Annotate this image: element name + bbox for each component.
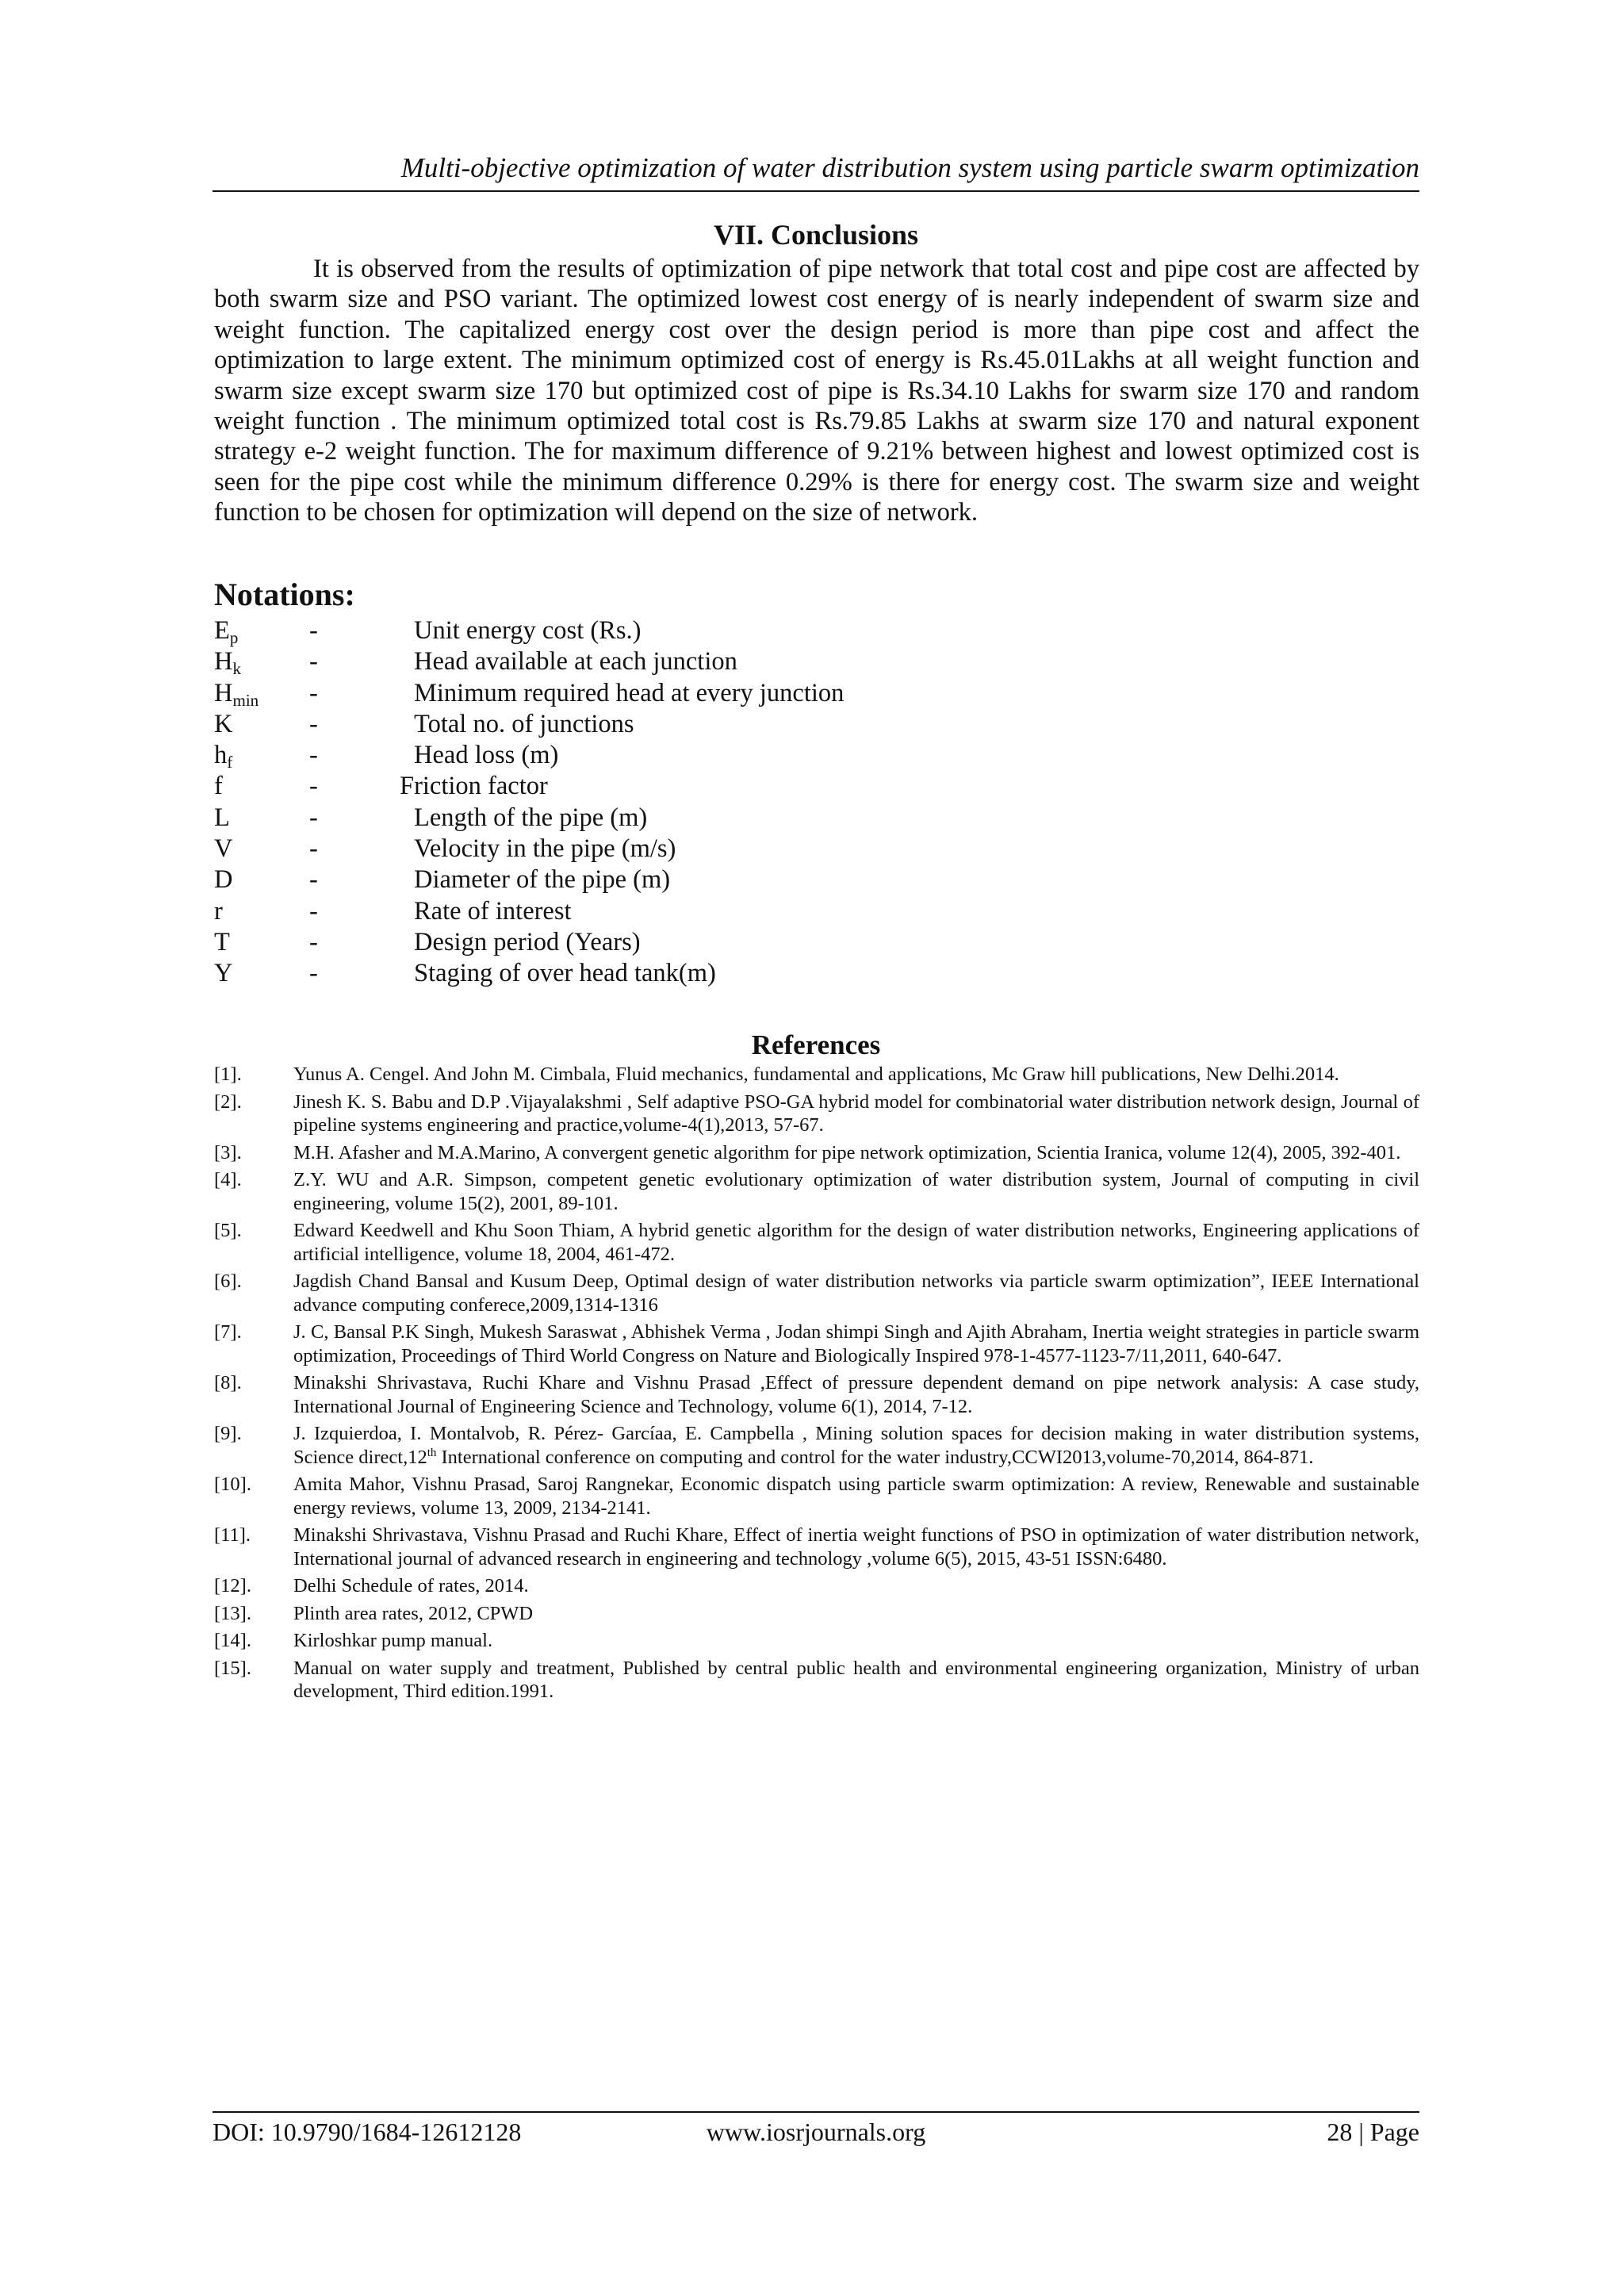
notation-symbol: K [214,709,233,738]
reference-number: [13]. [214,1602,251,1624]
reference-item [214,1473,1419,1520]
notation-description: Length of the pipe (m) [414,803,648,832]
notation-row [214,958,1245,989]
reference-text: Z.Y. WU and A.R. Simpson, competent genetic evolutionary optimization of water distribution system, Journal of computing in civil engineering, volume 15(2), 2001, 89-101. [293,1169,1419,1214]
notation-symbol: T [214,927,230,956]
notation-dash: - [309,709,318,738]
notation-description: Velocity in the pipe (m/s) [414,834,676,864]
reference-text: Plinth area rates, 2012, CPWD [293,1602,534,1624]
reference-text: J. C, Bansal P.K Singh, Mukesh Saraswat , Abhishek Verma , Jodan shimpi Singh and Ajith Abraham, Inertia weight strategies in particle swarm optimization, Proceedings of Third World Congress on Nature and Biologically Inspired 978-1-4577-1123-7/11,2011, 640-647. [293,1321,1419,1366]
notation-row [214,834,1245,864]
notations-heading: Notations: [214,577,355,612]
notation-description: Design period (Years) [414,927,641,956]
reference-number: [11]. [214,1524,251,1546]
notation-symbol: $h_f$ [214,741,233,772]
notations-list [214,615,1245,990]
notation-row [214,740,1245,771]
references-list [214,1063,1419,1708]
reference-item [214,1524,1419,1570]
reference-item [214,1141,1419,1165]
reference-text: M.H. Afasher and M.A.Marino, A convergent genetic algorithm for pipe network optimization, Scientia Iranica, volume 12(4), 2005, 392-401. [293,1141,1401,1163]
reference-number: [5]. [214,1220,242,1241]
reference-item [214,1422,1419,1469]
notation-symbol: $H_k$ [214,647,241,679]
reference-item [214,1574,1419,1598]
notation-dash: - [309,896,318,926]
notation-dash: - [309,616,318,645]
reference-number: [4]. [214,1169,242,1190]
reference-number: [10]. [214,1474,251,1495]
reference-item [214,1320,1419,1367]
notation-symbol: L [214,803,230,832]
notation-description: Diameter of the pipe (m) [414,865,671,895]
reference-text: Manual on water supply and treatment, Published by central public health and environmental engineering organization, Ministry of urban development, Third edition.1991. [293,1657,1419,1702]
reference-item [214,1270,1419,1317]
reference-text: Yunus A. Cengel. And John M. Cimbala, Fluid mechanics, fundamental and applications, Mc Graw hill publications, New Delhi.2014. [293,1064,1339,1085]
notation-dash: - [309,803,318,832]
notation-description: Head available at each junction [414,647,737,677]
footer-doi: DOI: 10.9790/1684-12612128 [213,2118,522,2146]
reference-text: Minakshi Shrivastava, Vishnu Prasad and Ruchi Khare, Effect of inertia weight functions of PSO in optimization of water distribution network, International journal of advanced research in engineering and technology ,volume 6(5), 2015, 43-51 ISSN:6480. [293,1524,1419,1570]
notation-dash: - [309,678,318,707]
notation-symbol: $E_p$ [214,616,239,647]
notation-description: Minimum required head at every junction [414,678,845,707]
notation-row [214,864,1245,895]
reference-number: [2]. [214,1091,242,1113]
reference-number: [7]. [214,1321,242,1343]
ordinal-superscript: th [427,1446,437,1459]
notation-row [214,678,1245,709]
reference-text: Jinesh K. S. Babu and D.P .Vijayalakshmi , Self adaptive PSO-GA hybrid model for combinatorial water distribution network design, Journal of pipeline systems engineering and practice,volume-4(1),2013, 57-67. [293,1091,1419,1136]
notation-row [214,615,1245,646]
notation-description: Unit energy cost (Rs.) [414,616,642,645]
conclusions-heading: VII. Conclusions [713,219,919,251]
reference-item [214,1371,1419,1418]
notation-symbol: r [214,896,223,926]
notation-row [214,896,1245,927]
notation-symbol: V [214,834,233,864]
notation-symbol: f [214,772,223,801]
reference-text: J. Izquierdoa, I. Montalvob, R. Pérez- Garcíaa, E. Campbella , Mining solution spaces for decision making in water distribution systems, Science direct,12th International conference on computing and control for the water industry,CCWI2013,volume-70,2014, 864-871. [293,1423,1419,1468]
notation-description: Friction factor [400,772,548,801]
reference-item [214,1629,1419,1653]
notation-row [214,646,1245,677]
reference-text: Amita Mahor, Vishnu Prasad, Saroj Rangnekar, Economic dispatch using particle swarm optimization: A review, Renewable and sustainable energy reviews, volume 13, 2009, 2134-2141. [293,1474,1419,1519]
references-heading: References [751,1029,881,1060]
notation-dash: - [309,741,318,770]
notation-dash: - [309,772,318,801]
footer-page-number: 28 | Page [1327,2118,1419,2146]
notation-dash: - [309,865,318,895]
notation-dash: - [309,959,318,988]
notation-symbol: Y [214,959,233,988]
notation-description: Total no. of junctions [414,709,634,738]
reference-number: [6]. [214,1271,242,1292]
reference-item [214,1219,1419,1266]
footer-rule [213,2111,1419,2113]
footer-website: www.iosrjournals.org [706,2118,926,2146]
reference-number: [8]. [214,1372,242,1393]
notation-dash: - [309,927,318,956]
header-rule [213,190,1419,192]
conclusions-paragraph: It is observed from the results of optimization of pipe network that total cost and pipe cost are affected by both swarm size and PSO variant. The optimized lowest cost energy of is nearly independent of swarm size and weight function. The capitalized energy cost over the design period is more than pipe cost and affect the optimization to large extent. The minimum optimized cost of energy is Rs.45.01Lakhs at all weight function and swarm size except swarm size 170 but optimized cost of pipe is Rs.34.10 Lakhs for swarm size 170 and random weight function . The minimum optimized total cost is Rs.79.85 Lakhs at swarm size 170 and natural exponent strategy e-2 weight function. The for maximum difference of 9.21% between highest and lowest optimized cost is seen for the pipe cost while the minimum difference 0.29% is there for energy cost. The swarm size and weight function to be chosen for optimization will depend on the size of network. [214,255,1419,527]
reference-item [214,1657,1419,1704]
notation-row [214,771,1245,802]
notation-description: Head loss (m) [414,741,559,770]
reference-text: Edward Keedwell and Khu Soon Thiam, A hybrid genetic algorithm for the design of water distribution networks, Engineering applications of artificial intelligence, volume 18, 2004, 461-472. [293,1220,1419,1265]
reference-text: Delhi Schedule of rates, 2014. [293,1575,529,1596]
notation-symbol: D [214,865,233,895]
notation-dash: - [309,834,318,864]
notation-description: Staging of over head tank(m) [414,959,716,988]
reference-number: [3]. [214,1141,242,1163]
reference-text: Minakshi Shrivastava, Ruchi Khare and Vishnu Prasad ,Effect of pressure dependent demand on pipe network analysis: A case study, International Journal of Engineering Science and Technology, volume 6(1), 2014, 7-12. [293,1372,1419,1417]
notation-row [214,927,1245,958]
reference-number: [15]. [214,1657,251,1679]
page-footer [213,2116,1419,2148]
reference-item [214,1091,1419,1137]
notation-dash: - [309,647,318,677]
reference-item [214,1602,1419,1626]
reference-number: [12]. [214,1575,251,1596]
reference-number: [14]. [214,1630,251,1651]
reference-number: [9]. [214,1423,242,1444]
reference-text: Jagdish Chand Bansal and Kusum Deep, Optimal design of water distribution networks via particle swarm optimization”, IEEE International advance computing conferece,2009,1314-1316 [293,1271,1419,1316]
notation-description: Rate of interest [414,896,572,926]
notation-row [214,709,1245,740]
reference-number: [1]. [214,1064,242,1085]
reference-item [214,1063,1419,1087]
reference-item [214,1168,1419,1215]
notation-row [214,803,1245,834]
reference-text: Kirloshkar pump manual. [293,1630,493,1651]
notation-symbol: $H_{min}$ [214,678,259,710]
running-header-title: Multi-objective optimization of water distribution system using particle swarm optimization [400,152,1419,183]
